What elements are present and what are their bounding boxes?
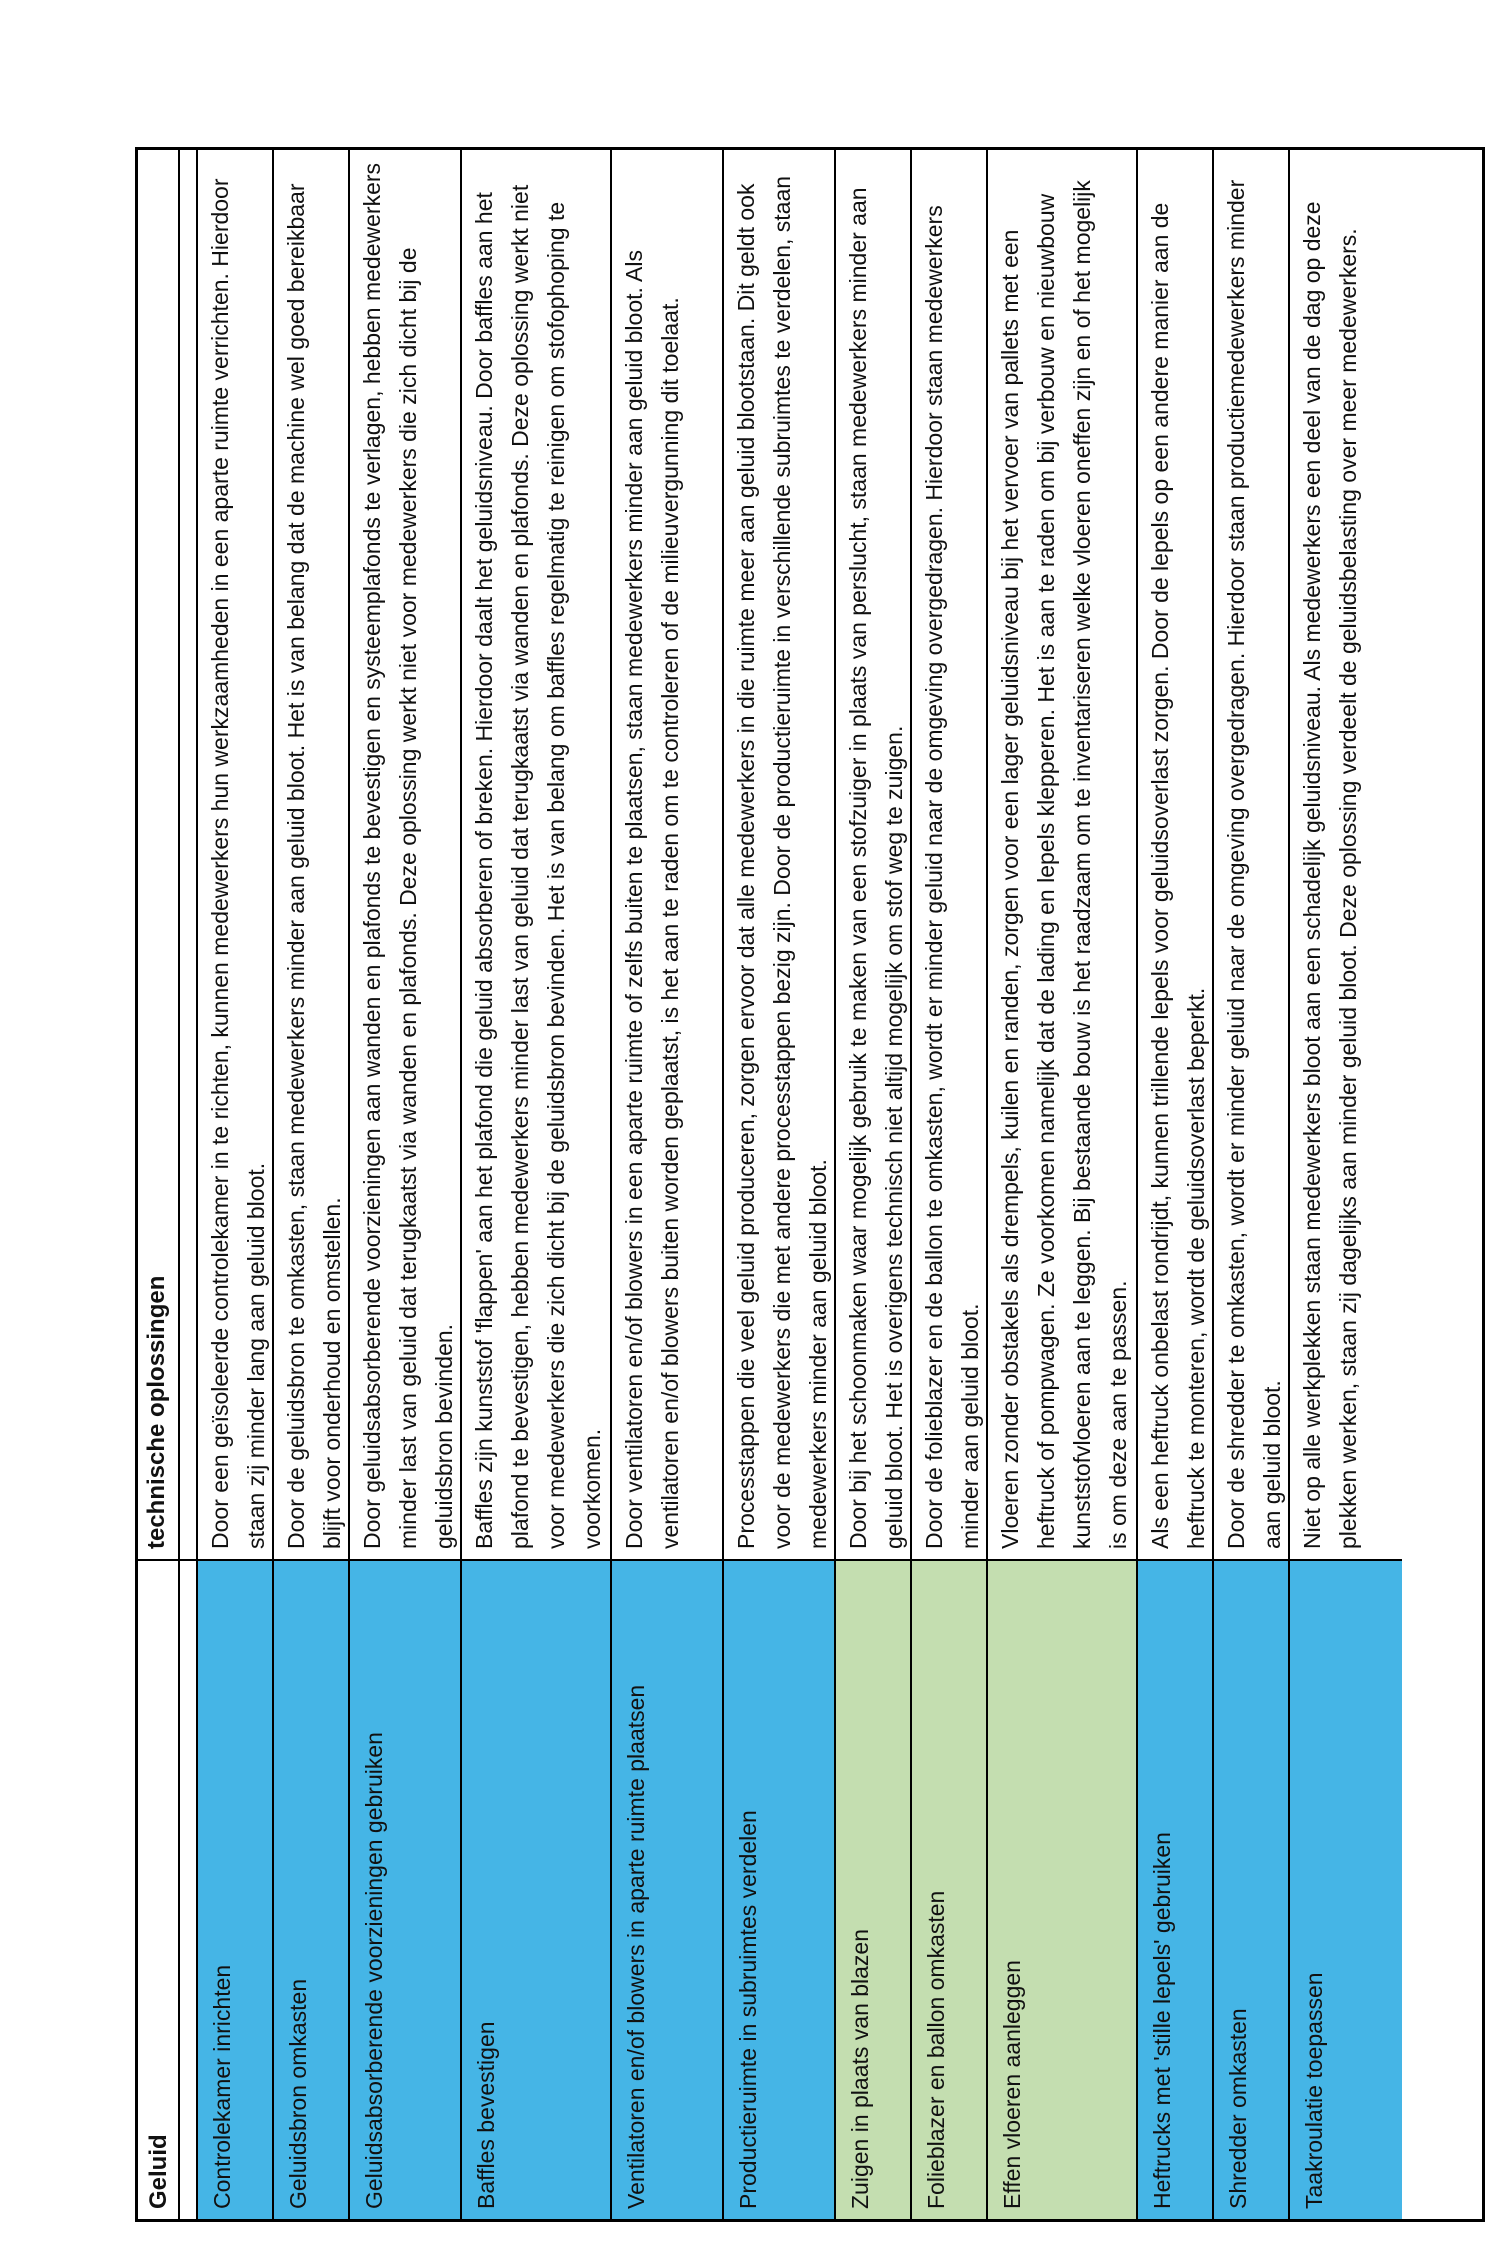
sound-solutions-table (135, 147, 1485, 2222)
measure-cell: Folieblazer en ballon omkasten (912, 1559, 986, 2219)
description-cell: Processtappen die veel geluid produceren, zorgen ervoor dat alle medewerkers in die ruimte meer aan geluid blootstaan. Dit geldt ook voor de medewerkers die met andere processtappen bezig zijn. Door de productieruimte in verschillende subruimtes te verdelen, staan medewerkers minder aan geluid bloot. (733, 175, 831, 1549)
table-row (198, 150, 274, 2219)
table-row (1138, 150, 1214, 2219)
table-row (612, 150, 724, 2219)
measure-cell: Effen vloeren aanleggen (988, 1559, 1136, 2219)
table-row (462, 150, 612, 2219)
description-cell: Door de folieblazer en de ballon te omkasten, wordt er minder geluid naar de omgeving overgedragen. Hierdoor staan medewerkers minder aan geluid bloot. (921, 205, 983, 1549)
empty-spacer-row (180, 150, 198, 2219)
description-cell: Baffles zijn kunststof 'flappen' aan het plafond die geluid absorberen of breken. Hierdoor daalt het geluidsniveau. Door baffles aan het plafond te bevestigen, hebben medewerkers minder last van geluid dat terugkaatst via wanden en plafonds. Deze oplossing werkt niet voor medewerkers die zich dicht bij de geluidsbron bevinden. Het is van belang om baffles regelmatig te reinigen om stofophoping te voorkomen. (471, 184, 605, 1549)
description-cell: Door geluidsabsorberende voorzieningen aan wanden en plafonds te bevestigen en systeemplafonds te verlagen, hebben medewerkers minder last van geluid dat terugkaatst via wanden en plafonds. Deze oplossing werkt niet voor medewerkers die zich dicht bij de geluidsbron bevinden. (359, 162, 457, 1549)
description-cell: Door bij het schoonmaken waar mogelijk gebruik te maken van een stofzuiger in plaats van perslucht, staan medewerkers minder aan geluid bloot. Het is overigens technisch niet altijd mogelijk om stof weg te zuigen. (845, 187, 907, 1549)
description-cell: Vloeren zonder obstakels als drempels, kuilen en randen, zorgen voor een lager geluidsniveau bij het vervoer van pallets met een heftruck of pompwagen. Ze voorkomen namelijk dat de lading en lepels klepperen. Het is aan te raden om bij verbouw en nieuwbouw kunststofvloeren aan te leggen. Bij bestaande bouw is het raadzaam om te inventariseren welke vloeren oneffen zijn en of het mogelijk is om deze aan te passen. (997, 180, 1131, 1549)
description-cell: Niet op alle werkplekken staan medewerkers bloot aan een schadelijk geluidsniveau. Als medewerkers een deel van de dag op deze plekken werken, staan zij dagelijks aan minder geluid bloot. Deze oplossing verdeelt de geluidsbelasting over meer medewerkers. (1299, 201, 1361, 1549)
table-row (1214, 150, 1290, 2219)
measure-cell: Taakroulatie toepassen (1290, 1559, 1402, 2219)
table-row (1290, 150, 1402, 2219)
measure-cell: Baffles bevestigen (462, 1559, 610, 2219)
table-row (350, 150, 462, 2219)
header-geluid: Geluid (138, 1559, 178, 2219)
table-header-row (138, 150, 180, 2219)
measure-cell: Zuigen in plaats van blazen (836, 1559, 910, 2219)
measure-cell: Ventilatoren en/of blowers in aparte ruimte plaatsen (612, 1559, 722, 2219)
description-cell: Door een geïsoleerde controlekamer in te richten, kunnen medewerkers hun werkzaamheden in een aparte ruimte verrichten. Hierdoor staan zij minder lang aan geluid bloot. (207, 178, 269, 1549)
spacer-cell (180, 150, 196, 1559)
measure-cell: Geluidsabsorberende voorzieningen gebruiken (350, 1559, 460, 2219)
table-row (912, 150, 988, 2219)
description-cell: Als een heftruck onbelast rondrijdt, kunnen trillende lepels voor geluidsoverlast zorgen. Door de lepels op een andere manier aan de heftruck te monteren, wordt de geluidsoverlast beperkt. (1147, 202, 1209, 1549)
table-row (274, 150, 350, 2219)
table-row (988, 150, 1138, 2219)
measure-cell: Productieruimte in subruimtes verdelen (724, 1559, 834, 2219)
header-technische-oplossingen: technische oplossingen (143, 1275, 170, 1549)
measure-cell: Controlekamer inrichten (198, 1559, 272, 2219)
measure-cell: Geluidsbron omkasten (274, 1559, 348, 2219)
description-cell: Door de shredder te omkasten, wordt er minder geluid naar de omgeving overgedragen. Hierdoor staan productiemedewerkers minder aan geluid bloot. (1223, 179, 1285, 1549)
rotated-page (0, 144, 1501, 2244)
spacer-cell (180, 1559, 196, 2219)
measure-cell: Heftrucks met 'stille lepels' gebruiken (1138, 1559, 1212, 2219)
measure-cell: Shredder omkasten (1214, 1559, 1288, 2219)
table-row (724, 150, 836, 2219)
description-cell: Door de geluidsbron te omkasten, staan medewerkers minder aan geluid bloot. Het is van belang dat de machine wel goed bereikbaar blijft voor onderhoud en omstellen. (283, 183, 345, 1549)
table-row (836, 150, 912, 2219)
description-cell: Door ventilatoren en/of blowers in een aparte ruimte of zelfs buiten te plaatsen, staan medewerkers minder aan geluid bloot. Als ventilatoren en/of blowers buiten worden geplaatst, is het aan te raden om te controleren of de milieuvergunning dit toelaat. (621, 250, 683, 1549)
